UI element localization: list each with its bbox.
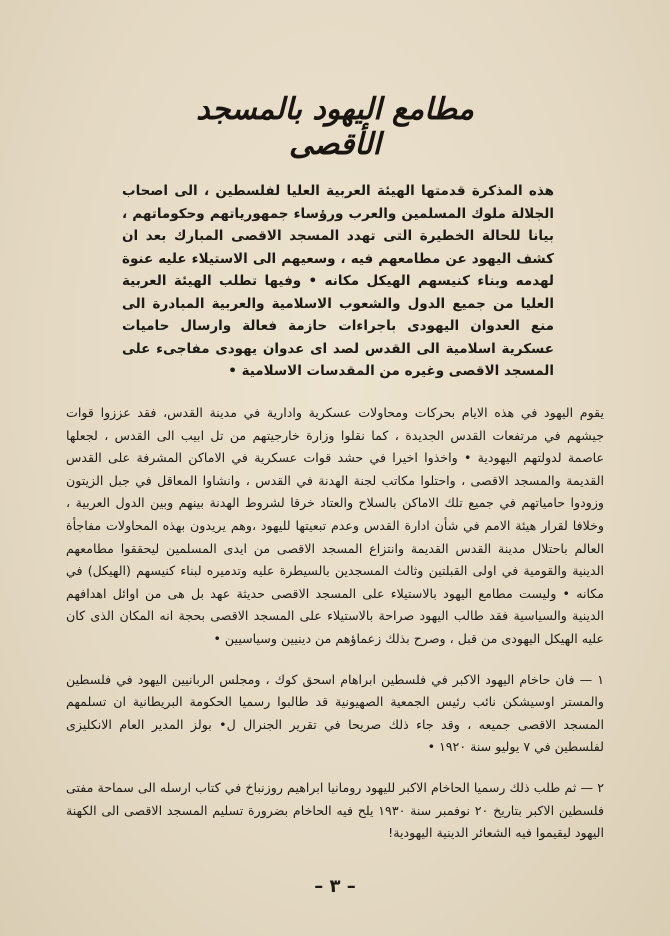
body-paragraph-point-2: ٢ — ثم طلب ذلك رسميا الحاخام الاكبر لليهود رومانيا ابراهيم روزنباخ في كتاب ارسله الى سماحة مفتى فلسطين الاكبر بتاريخ ٢٠ نوفمبر سنة ١٩٣٠ يلح فيه الحاخام بضرورة تسليم المسجد الاقصى الى الكهنة اليهود ليقيموا فيه الشعائر الدينية اليهودية!: [66, 779, 604, 841]
intro-summary: [122, 180, 554, 383]
intro-paragraph: هذه المذكرة قدمتها الهيئة العربية العليا لفلسطين ، الى اصحاب الجلالة ملوك المسلمين والعرب ورؤساء جمهورياتهم وحكوماتهم ، بيانا للحالة الخطيرة التى تهدد المسجد الاقصى المبارك بعد ان كشف اليهود عن مطامعهم فيه ، وسعيهم الى الاستيلاء عليه عنوة لهدمه وبناء كنيسهم الهيكل مكانه • وفيها تطلب الهيئة العربية العليا من جميع الدول والشعوب الاسلامية والعربية المبادرة الى منع العدوان اليهودى باجراءات حازمة فعالة وارسال حاميات عسكرية اسلامية الى القدس لصد اى عدوان يهودى مفاجىء على المسجد الاقصى وغيره من المقدسات الاسلامية •: [122, 183, 554, 379]
body-text: [66, 402, 604, 845]
page-number: – ٣ –: [314, 876, 356, 897]
body-paragraph-point-1: ١ — فان حاخام اليهود الاكبر في فلسطين ابراهام اسحق كوك ، ومجلس الربانيين اليهود في فلسطين والمستر اوسيشكن نائب رئيس الجمعية الصهيونية قد طالبوا رسميا الحكومة البريطانية ان تسلمهم المسجد الاقصى جميعه ، وقد جاء ذلك صريحا في تقرير الجنرال ل• بولز المدير العام الانكليزى لفلسطين في ٧ يوليو سنة ١٩٢٠ •: [66, 671, 604, 755]
body-paragraph: يقوم اليهود في هذه الايام بحركات ومحاولات عسكرية وادارية في مدينة القدس، فقد عززوا قوات جيشهم في مرتفعات القدس الجديدة ، كما نقلوا وزارة خارجيتهم من تل ابيب الى القدس ، لجعلها عاصمة لدولتهم اليهودية • واخذوا اخيرا في حشد قوات عسكرية في الاماكن المشرفة على القدس القديمة والمسجد الاقصى ، واحتلوا مكاتب لجنة الهدنة في القدس ، وانشاوا المعاقل في جبل الزيتون وزودوا حامياتهم في جميع تلك الاماكن بالسلاح والعتاد خرقا لشروط الهدنة بينهم وبين الدول العربية ، وخلافا لقرار هيئة الامم في شأن ادارة القدس وعدم تبعيتها لليهود ،وهم يريدون بهذه المحاولات مفاجأة العالم باحتلال مدينة القدس القديمة وانتزاع المسجد الاقصى من ايدى المسلمين ليحققوا مطامعهم الدينية والقومية في اولى القبلتين وثالث المسجدين بالسيطرة عليه وتدميره لبناء كنيسهم (الهيكل) في مكانه • وليست مطامع اليهود بالاستيلاء على المسجد الاقصى حديثة عهد بل هى من اوائل اهدافهم الدينية والسياسية فقد طالب اليهود صراحة بالاستيلاء على المسجد الاقصى بحجة انه المكان الذى كان عليه الهيكل اليهودى من قبل ، وصرح بذلك زعماؤهم من دينيين وسياسيين •: [66, 405, 604, 646]
page-title: مطامع اليهود بالمسجد الأقصى: [196, 92, 474, 162]
